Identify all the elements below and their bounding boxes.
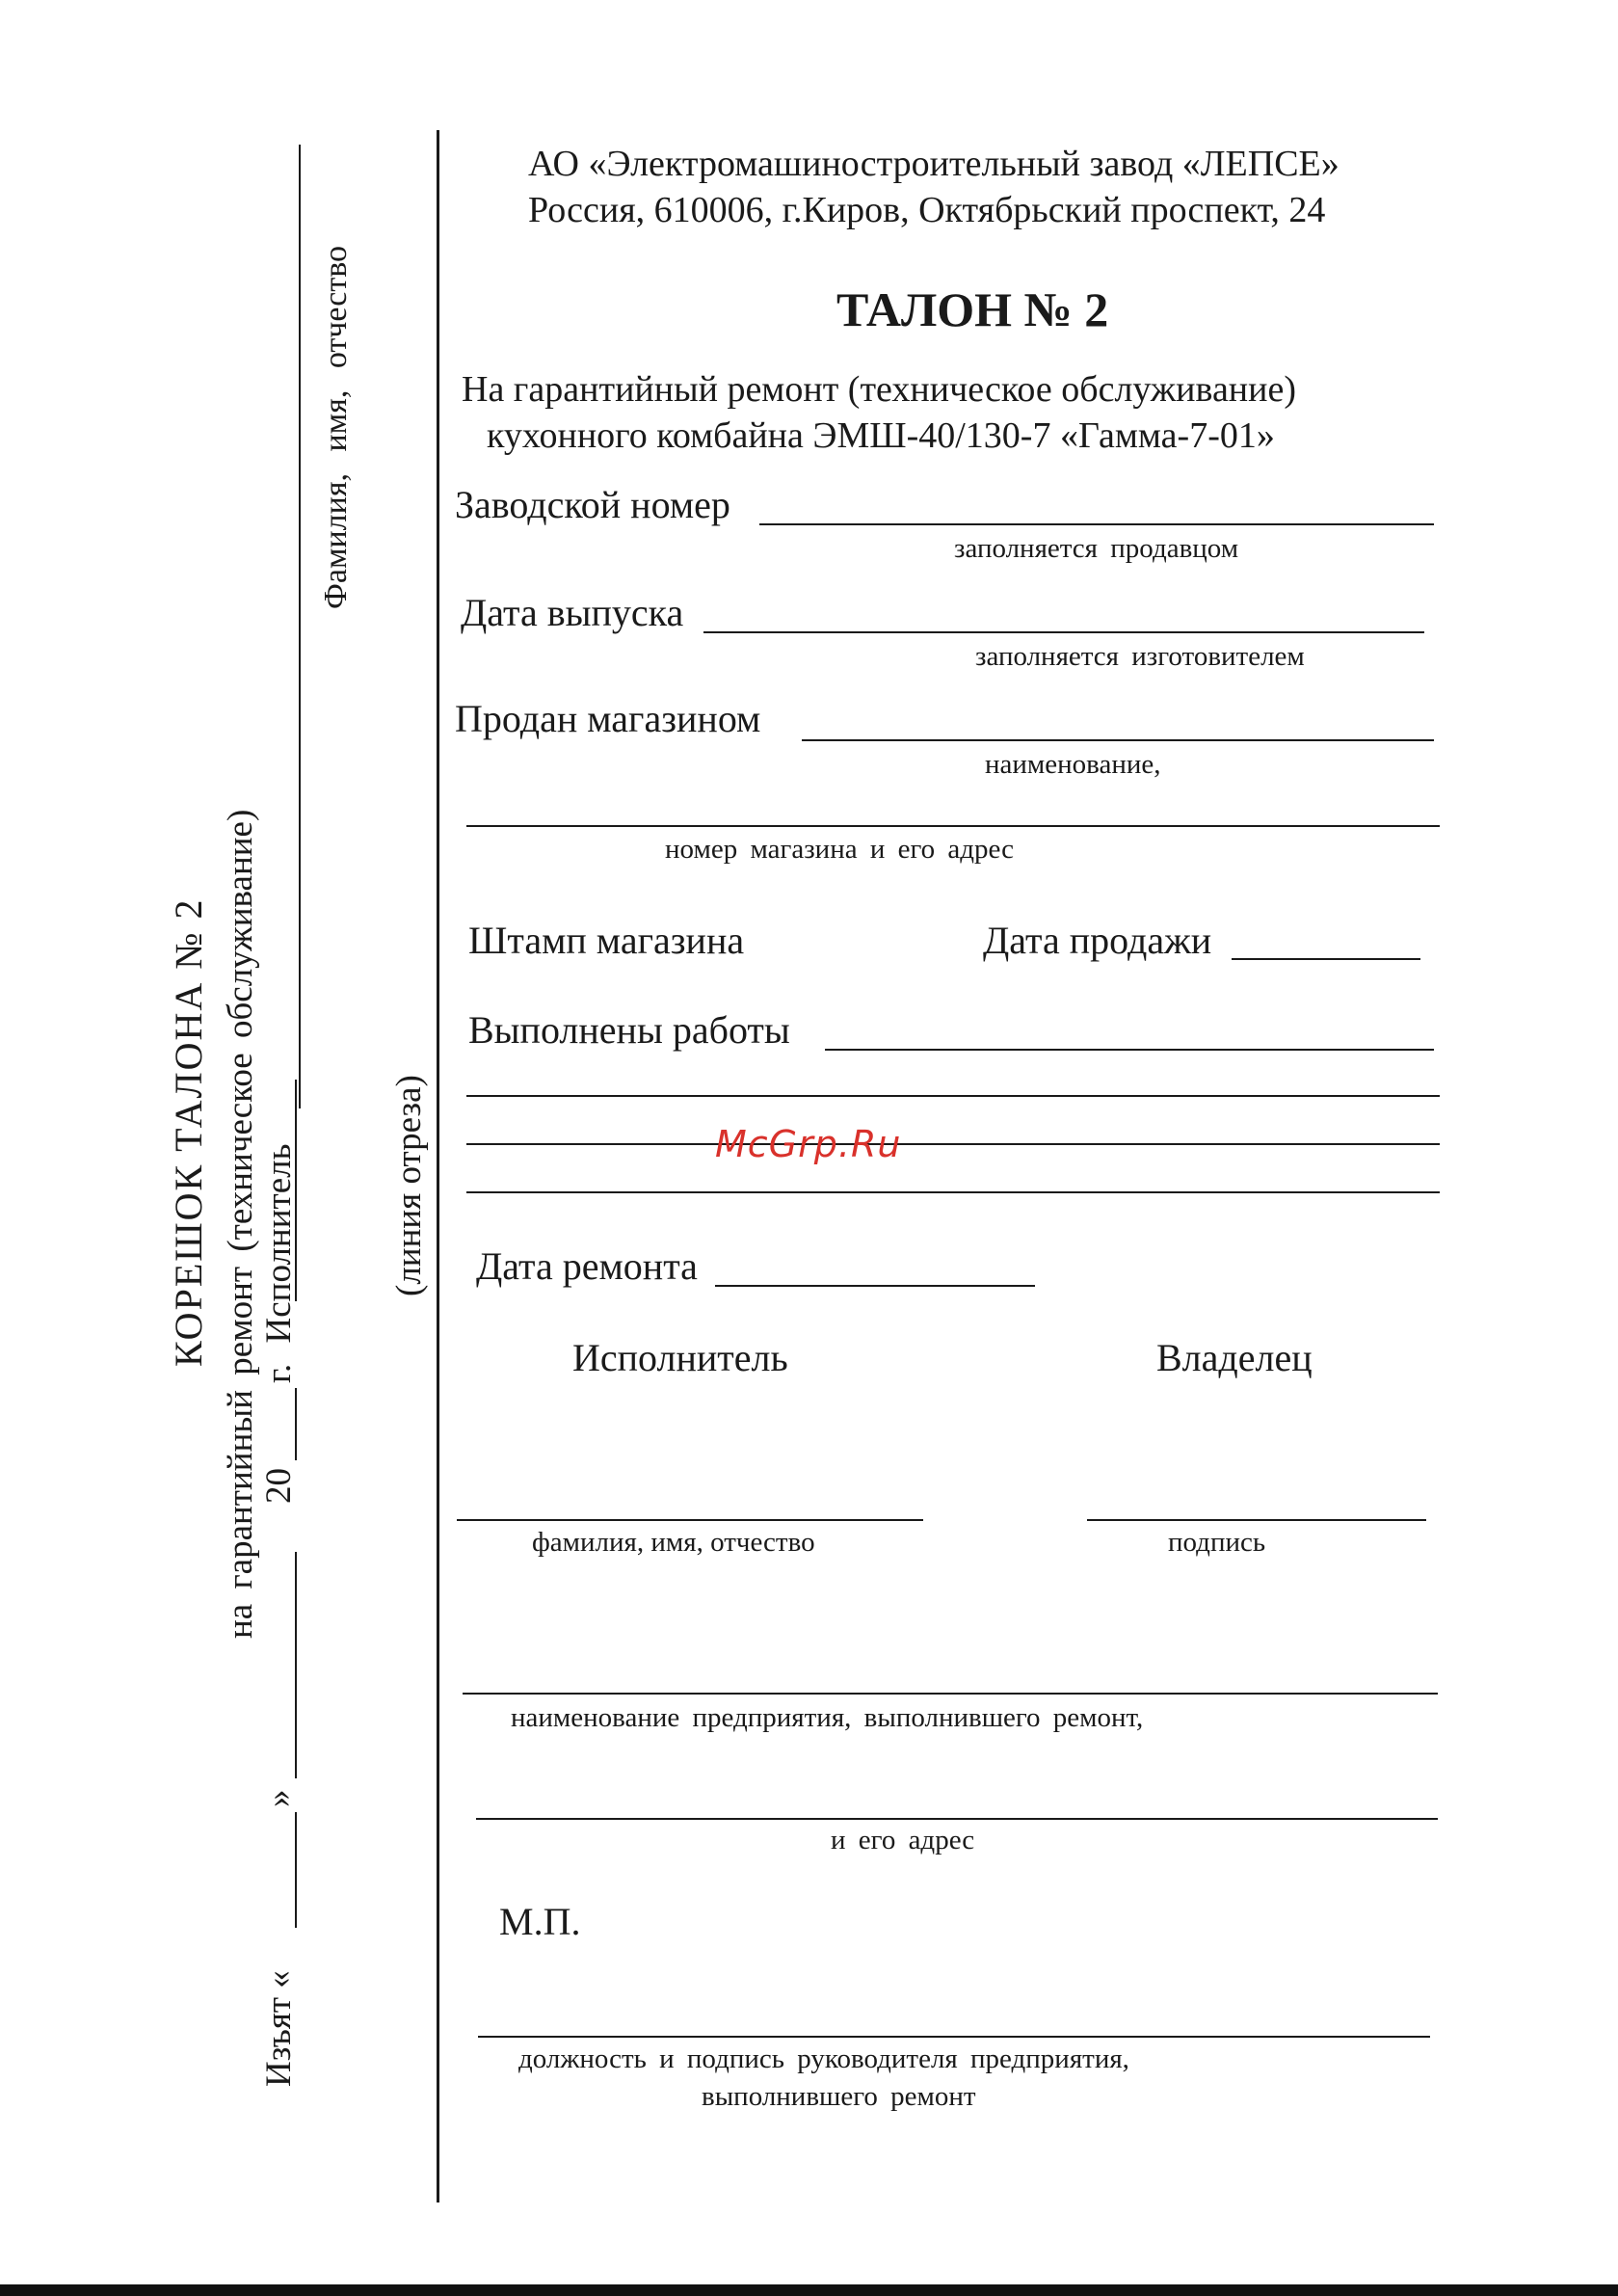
stub-cut-line-label: (линия отреза) [389,1075,429,1296]
works-done-label: Выполнены работы [468,1008,790,1052]
owner-hint: подпись [1168,1527,1266,1558]
repair-date-field[interactable] [715,1285,1035,1287]
owner-label: Владелец [1156,1336,1313,1379]
watermark: McGrp.Ru [715,1123,902,1165]
release-date-label: Дата выпуска [461,591,684,634]
cut-line [437,130,439,2203]
subtitle-line-1: На гарантийный ремонт (техническое обслуживание) [462,369,1297,410]
stub-fio-hint: Фамилия, имя, отчество [318,245,354,609]
stub-year: 20 [259,1468,299,1504]
works-done-field-1[interactable] [825,1049,1434,1051]
enterprise-name-field[interactable] [463,1693,1438,1695]
stub-removed-date-blank[interactable] [295,1552,297,1778]
head-hint-1: должность и подпись руководителя предприятия, [518,2043,1129,2074]
sold-by-label: Продан магазином [455,697,761,740]
release-date-hint: заполняется изготовителем [975,641,1305,672]
works-done-field-4[interactable] [466,1191,1440,1193]
serial-number-field[interactable] [759,523,1434,525]
stub-removed-day-blank[interactable] [295,1812,297,1928]
company-address: Россия, 610006, г.Киров, Октябрьский проспект, 24 [528,190,1326,230]
store-address-field[interactable] [466,825,1440,827]
serial-number-label: Заводской номер [455,483,730,526]
store-stamp-label: Штамп магазина [468,919,745,962]
head-hint-2: выполнившего ремонт [702,2081,976,2112]
sold-by-field[interactable] [802,739,1434,741]
stub-title: КОРЕШОК ТАЛОНА № 2 [167,897,210,1367]
enterprise-address-hint: и его адрес [831,1825,975,1855]
executor-hint: фамилия, имя, отчество [532,1527,815,1558]
executor-label: Исполнитель [572,1336,788,1379]
stub-executor-label: г. Исполнитель [259,1143,299,1383]
stub-removed-quote: » [259,1789,299,1807]
seal-label: М.П. [499,1900,581,1943]
stub-year-blank[interactable] [295,1388,297,1460]
works-done-field-2[interactable] [466,1095,1440,1097]
stub-executor-blank[interactable] [295,1080,297,1301]
page-bottom-edge [0,2284,1618,2296]
repair-date-label: Дата ремонта [476,1244,698,1288]
page-title: ТАЛОН № 2 [836,282,1109,336]
executor-signature-field[interactable] [457,1519,923,1521]
head-signature-field[interactable] [478,2036,1430,2038]
release-date-field[interactable] [703,631,1424,633]
works-done-field-3[interactable] [466,1143,1440,1145]
subtitle-line-2: кухонного комбайна ЭМШ-40/130-7 «Гамма-7-01» [487,415,1275,456]
sold-by-hint-1: наименование, [985,749,1161,780]
enterprise-name-hint: наименование предприятия, выполнившего ремонт, [511,1702,1144,1733]
company-name: АО «Электромашиностроительный завод «ЛЕПСЕ» [528,144,1339,184]
owner-signature-field[interactable] [1087,1519,1426,1521]
serial-number-hint: заполняется продавцом [954,533,1239,564]
stub-fio-blank[interactable] [299,145,301,1108]
stub-removed-label: Изъят « [259,1970,299,2087]
sale-date-field[interactable] [1232,958,1420,960]
sold-by-hint-2: номер магазина и его адрес [665,834,1015,865]
enterprise-address-field[interactable] [476,1818,1438,1820]
sale-date-label: Дата продажи [983,919,1212,962]
stub-purpose: на гарантийный ремонт (техническое обслуживание) [221,809,260,1639]
